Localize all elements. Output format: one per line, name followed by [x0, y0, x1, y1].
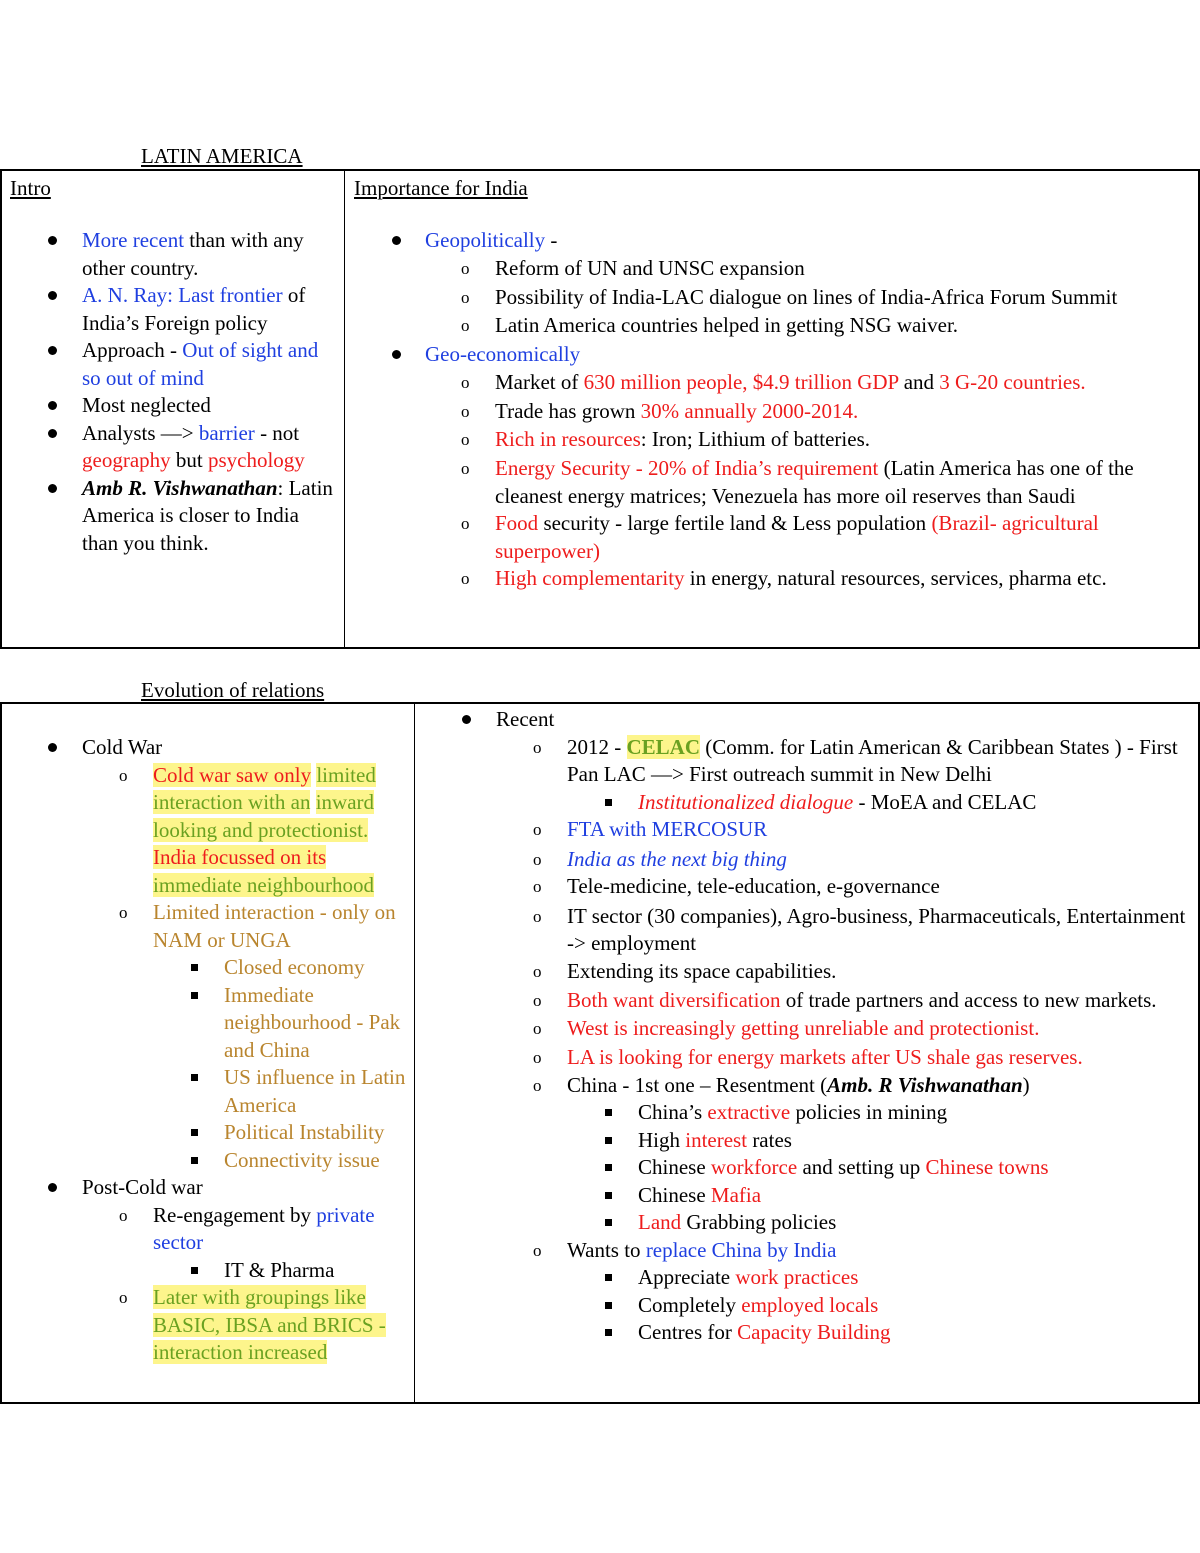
text-span: ) [1022, 1072, 1030, 1097]
text-span: High [638, 1127, 686, 1152]
circle-bullet-icon: o [461, 429, 470, 449]
bullet-icon [48, 346, 57, 355]
text-span: replace China by India [645, 1237, 837, 1262]
list-item [119, 1202, 405, 1285]
bullet-icon [48, 429, 57, 438]
list-item [638, 1264, 1196, 1292]
text-span: Cold war saw only [153, 762, 312, 787]
list-item [638, 1182, 1196, 1210]
text-span: Market of [495, 369, 584, 394]
table-divider [344, 171, 345, 647]
bullet-icon [48, 743, 57, 752]
text-span: : Iron; Lithium of batteries. [640, 426, 870, 451]
intro-heading: Intro [10, 176, 51, 200]
square-bullet-icon [191, 1129, 198, 1136]
list-item [533, 1015, 1196, 1043]
list-item [224, 982, 406, 1065]
square-bullet-icon [605, 1302, 612, 1309]
circle-bullet-icon: o [533, 1048, 542, 1067]
text-span: work practices [735, 1265, 859, 1289]
list-item [82, 227, 340, 282]
sub-sub-list [224, 1257, 406, 1285]
square-bullet-icon [605, 1192, 612, 1199]
importance-table [0, 169, 1200, 649]
list-item [638, 1209, 1196, 1237]
square-bullet-icon [191, 1267, 198, 1274]
list-item [533, 987, 1196, 1015]
text-span: Trade has grown [495, 399, 641, 423]
list-item [82, 1174, 408, 1367]
square-bullet-icon [191, 1157, 198, 1164]
square-bullet-icon [191, 992, 198, 999]
text-span: IT sector (30 companies), Agro-business, Pharmaceuticals, Entertainment -> employment [567, 903, 1186, 955]
text-span: and setting up [797, 1155, 926, 1179]
list-item [461, 369, 1193, 397]
text-span: Later with groupings like BASIC, IBSA and BRICS - interaction increased [153, 1285, 386, 1364]
square-bullet-icon [191, 964, 198, 971]
list-item [82, 392, 340, 420]
circle-bullet-icon: o [461, 459, 470, 478]
evolution-left-list [82, 734, 408, 1367]
text-span: policies in mining [790, 1100, 948, 1124]
text-span: Amb. R Vishwanathan [827, 1072, 1023, 1097]
text-span: Analysts —> [82, 420, 199, 445]
bullet-icon [48, 401, 57, 410]
circle-bullet-icon: o [461, 372, 470, 392]
list-item [224, 1147, 406, 1175]
section-title-latin-america: LATIN AMERICA [141, 144, 303, 168]
circle-bullet-icon: o [461, 315, 470, 335]
list-item [224, 1257, 406, 1285]
text-span: Chinese [638, 1155, 711, 1179]
sub-sub-list [638, 1099, 1196, 1237]
text-span: Possibility of India-LAC dialogue on lines of India-Africa Forum Summit [495, 285, 1118, 309]
text-span: Most neglected [82, 393, 211, 417]
circle-bullet-icon: o [533, 849, 542, 869]
text-span: 30% annually 2000-2014. [640, 399, 859, 423]
text-span: 630 million people, $4.9 trillion GDP [583, 369, 899, 394]
list-item [533, 846, 1196, 874]
list-item [82, 420, 340, 475]
intro-list [82, 227, 340, 557]
text-span: immediate [153, 872, 242, 897]
text-span: than with any other country. [82, 228, 304, 280]
section-title-evolution: Evolution of relations [141, 678, 325, 702]
text-span: private sector [153, 1202, 375, 1254]
text-span: Chinese towns [925, 1155, 1049, 1179]
list-item [461, 255, 1193, 283]
text-span: IT & Pharma [224, 1257, 335, 1282]
text-span: Extending its space capabilities. [567, 958, 837, 983]
list-item [533, 1072, 1196, 1237]
text-span: limited interaction with an [153, 762, 376, 814]
circle-bullet-icon: o [119, 1288, 128, 1307]
text-span: Mafia [710, 1182, 762, 1207]
bullet-icon [48, 484, 57, 493]
circle-bullet-icon: o [533, 820, 542, 839]
text-span: A. N. Ray: Last frontier [82, 283, 283, 307]
list-item [461, 312, 1193, 340]
sub-sub-list [638, 789, 1196, 817]
sub-sub-list [224, 954, 406, 1174]
sub-list [119, 1202, 405, 1367]
text-span: Wants to [567, 1237, 646, 1262]
text-span: Closed economy [224, 955, 365, 979]
text-span: Geopolitically [425, 228, 546, 252]
sub-list [119, 762, 406, 1175]
square-bullet-icon [605, 799, 612, 806]
list-item [82, 337, 340, 392]
square-bullet-icon [605, 1109, 612, 1116]
list-item [425, 227, 1193, 339]
square-bullet-icon [605, 1219, 612, 1226]
bullet-icon [48, 236, 57, 245]
list-item [119, 1284, 405, 1367]
text-span: geography [82, 448, 171, 472]
list-item [119, 899, 406, 1174]
text-span: extractive [707, 1100, 791, 1124]
list-item [638, 1154, 1196, 1182]
list-item [82, 475, 340, 558]
text-span: workforce [710, 1155, 798, 1179]
text-span: Energy Security - 20% of India’s requirement [495, 456, 879, 480]
text-span: in energy, natural resources, services, pharma etc. [684, 566, 1107, 590]
text-span: Connectivity issue [224, 1147, 380, 1172]
sub-list [461, 255, 1193, 340]
text-span: Food [495, 511, 539, 535]
celac-highlight: CELAC [626, 734, 701, 759]
circle-bullet-icon: o [461, 514, 470, 533]
text-span: 2012 - [567, 734, 627, 759]
importance-list [425, 227, 1193, 593]
square-bullet-icon [605, 1274, 612, 1281]
text-span: Out of sight and so out of mind [82, 338, 319, 390]
text-span: Tele-medicine, tele-education, e-governance [567, 874, 940, 898]
text-span: Appreciate [638, 1265, 736, 1289]
text-span: of trade partners and access to new markets. [780, 988, 1157, 1012]
text-span: Recent [496, 707, 555, 731]
text-span: (Brazil- agricultural superpower) [495, 511, 1099, 563]
list-item [461, 398, 1193, 426]
list-item [461, 426, 1193, 454]
square-bullet-icon [605, 1137, 612, 1144]
circle-bullet-icon: o [533, 877, 542, 896]
list-item [224, 954, 406, 982]
table-divider [414, 704, 415, 1402]
text-span: FTA with MERCOSUR [567, 817, 768, 841]
list-item [224, 1064, 406, 1119]
text-span: Immediate neighbourhood - Pak and China [224, 982, 401, 1062]
list-item [638, 1292, 1196, 1320]
text-span: Centres for [638, 1320, 738, 1344]
list-item [533, 734, 1196, 817]
text-span: - not [254, 420, 300, 445]
bullet-icon [392, 236, 401, 245]
sub-list [461, 369, 1193, 593]
circle-bullet-icon: o [533, 1240, 542, 1260]
text-span: LA is looking for energy markets after US shale gas reserves. [567, 1045, 1083, 1069]
text-span: Chinese [638, 1182, 711, 1207]
square-bullet-icon [191, 1074, 198, 1081]
bullet-icon [48, 1183, 57, 1192]
list-item [461, 455, 1193, 510]
list-item [638, 1127, 1196, 1155]
text-span: West is increasingly getting unreliable and protectionist. [567, 1015, 1040, 1040]
circle-bullet-icon: o [533, 961, 542, 981]
text-span: China’s [638, 1100, 708, 1124]
text-span: Geo-economically [425, 342, 581, 366]
text-span: - MoEA and CELAC [853, 789, 1037, 814]
importance-heading: Importance for India [354, 176, 528, 200]
text-span: - [545, 228, 558, 252]
circle-bullet-icon: o [533, 1018, 542, 1038]
text-span: employed locals [741, 1292, 879, 1317]
list-item [533, 903, 1196, 958]
text-span: but [170, 448, 208, 472]
text-span: Institutionalized dialogue [638, 789, 854, 814]
evolution-table [0, 702, 1200, 1404]
list-item [119, 762, 405, 900]
circle-bullet-icon: o [533, 737, 542, 757]
bullet-icon [392, 350, 401, 359]
circle-bullet-icon: o [461, 569, 470, 588]
text-span: rates [747, 1127, 792, 1152]
list-item [533, 873, 1196, 901]
circle-bullet-icon: o [461, 258, 470, 278]
list-item [82, 734, 408, 1174]
circle-bullet-icon: o [119, 765, 128, 785]
text-span: Approach - [82, 338, 183, 362]
bullet-icon [462, 715, 471, 724]
sub-sub-list [638, 1264, 1196, 1347]
text-span: India focussed on its [153, 845, 327, 869]
text-span: Limited interaction - only on NAM or UNGA [153, 900, 396, 952]
text-span: Grabbing policies [681, 1210, 837, 1234]
text-span: Latin America countries helped in getting NSG waiver. [495, 312, 959, 337]
list-item [425, 341, 1193, 593]
text-span: China - 1st one – Resentment ( [567, 1072, 828, 1097]
circle-bullet-icon: o [533, 906, 542, 926]
text-span: Rich in resources [495, 426, 641, 451]
text-span: barrier [198, 420, 255, 445]
text-span: Amb R. Vishwanathan [82, 475, 278, 500]
list-item [224, 1119, 406, 1147]
text-span: Both want diversification [567, 988, 781, 1012]
list-item [82, 282, 340, 337]
text-span: Capacity Building [737, 1320, 891, 1344]
evolution-right-list [496, 706, 1196, 1347]
list-item [533, 816, 1196, 844]
text-span: security - large fertile land & Less population [538, 511, 932, 535]
list-item [638, 1099, 1196, 1127]
text-span: (Comm. for Latin American & Caribbean States ) - First Pan LAC —> First outreach summit in New Delhi [567, 734, 1178, 786]
list-item [533, 1044, 1196, 1072]
list-item [638, 789, 1196, 817]
circle-bullet-icon: o [533, 991, 542, 1010]
text-span [310, 790, 315, 814]
list-item [496, 706, 1196, 1347]
text-span: India as the next big thing [567, 846, 787, 871]
list-item [638, 1319, 1196, 1347]
text-span: Land [638, 1210, 682, 1234]
list-item [461, 284, 1193, 312]
text-span: Re-engagement by [153, 1202, 317, 1227]
text-span: High complementarity [495, 566, 685, 590]
list-item [533, 1237, 1196, 1347]
text-span: Cold War [82, 735, 163, 759]
circle-bullet-icon: o [119, 1205, 128, 1225]
square-bullet-icon [605, 1164, 612, 1171]
text-span: inward looking and protectionist. [153, 790, 375, 842]
text-span: : Latin America is closer to India than you think. [82, 475, 333, 555]
list-item [533, 958, 1196, 986]
text-span: Post-Cold war [82, 1175, 203, 1199]
list-item [461, 510, 1193, 565]
text-span: and [898, 369, 940, 394]
text-span: More recent [82, 228, 185, 252]
text-span: Completely [638, 1292, 742, 1317]
text-span: US influence in Latin America [224, 1065, 406, 1117]
circle-bullet-icon: o [461, 402, 470, 421]
list-item [461, 565, 1193, 593]
square-bullet-icon [605, 1329, 612, 1336]
circle-bullet-icon: o [119, 903, 128, 922]
text-span: 3 G-20 countries. [939, 369, 1086, 394]
sub-list [533, 734, 1196, 1347]
text-span: Reform of UN and UNSC expansion [495, 255, 805, 280]
text-span: psychology [207, 448, 305, 472]
text-span: interest [685, 1127, 748, 1152]
bullet-icon [48, 291, 57, 300]
text-span: of India’s Foreign policy [82, 283, 306, 335]
text-span: (Latin America has one of the cleanest energy matrices; Venezuela has more oil reserves than Saudi [495, 456, 1134, 508]
text-span: neighbourhood [241, 872, 375, 897]
text-span: Political Instability [224, 1120, 385, 1144]
circle-bullet-icon: o [461, 288, 470, 307]
circle-bullet-icon: o [533, 1075, 542, 1095]
